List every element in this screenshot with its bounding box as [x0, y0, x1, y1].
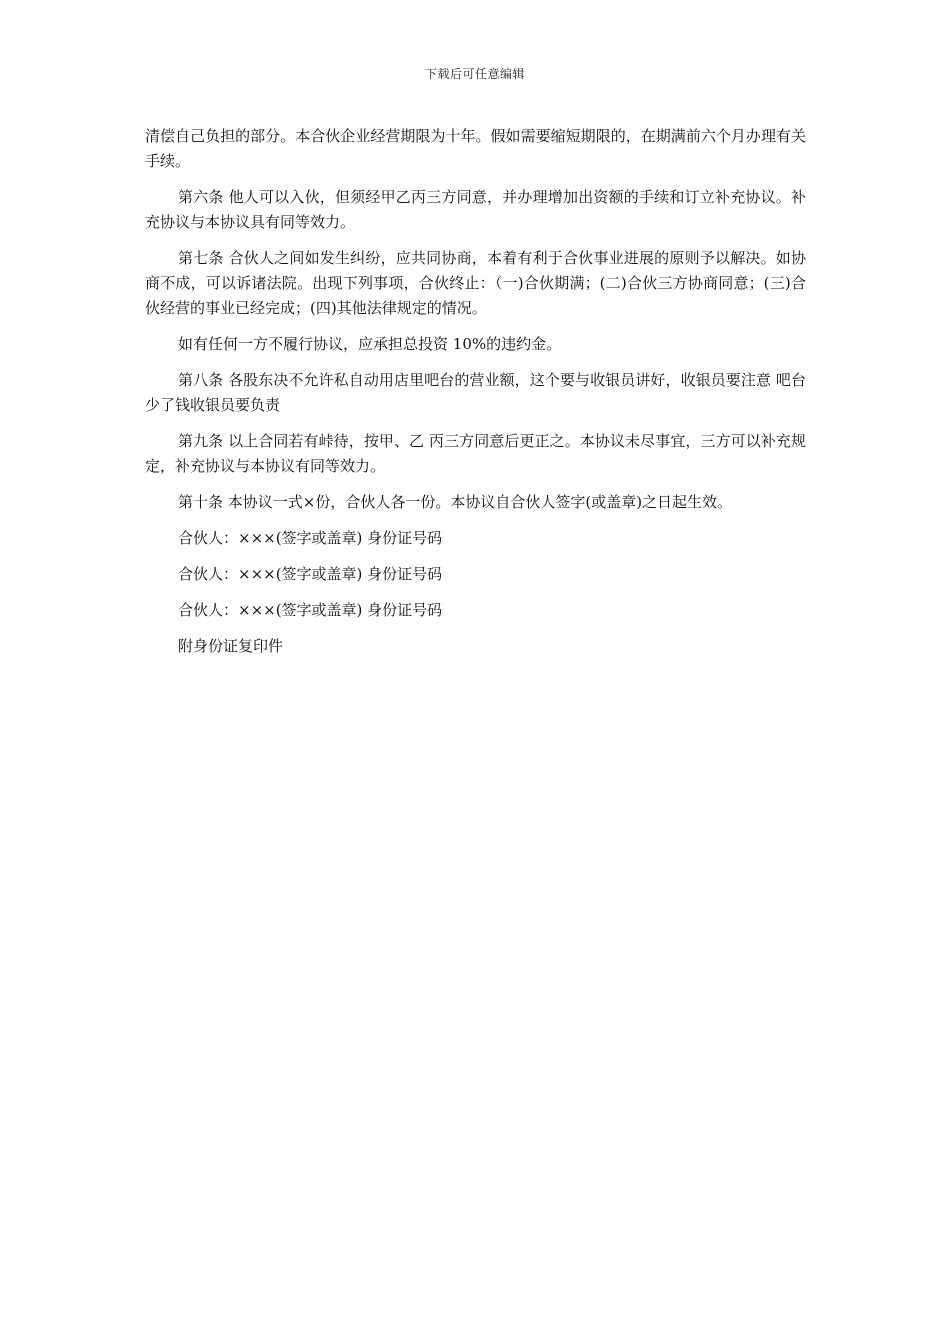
paragraph-article-9: 第九条 以上合同若有峠待，按甲、乙 丙三方同意后更正之。本协议未尽事宜，三方可以补充规定，补充协议与本协议有同等效力。: [145, 432, 806, 475]
paragraph-article-6: 第六条 他人可以入伙，但须经甲乙丙三方同意，并办理增加出资额的手续和订立补充协议。补充协议与本协议具有同等效力。: [145, 188, 806, 231]
attachment-note: 附身份证复印件: [178, 637, 284, 655]
document-body: [145, 124, 806, 670]
paragraph-continuation: 清偿自己负担的部分。本合伙企业经营期限为十年。假如需要缩短期限的，在期满前六个月办理有关手续。: [145, 127, 806, 170]
paragraph-article-10: 第十条 本协议一式×份，合伙人各一份。本协议自合伙人签字(或盖章)之日起生效。: [178, 493, 733, 511]
paragraph-article-7: 第七条 合伙人之间如发生纠纷，应共同协商，本着有利于合伙事业进展的原则予以解决。如协商不成，可以诉诸法院。出现下列事项，合伙终止：（一)合伙期满；(二)合伙三方协商同意；(三)合伙经营的事业已经完成；(四)其他法律规定的情况。: [145, 249, 806, 317]
partner-signature-line-2: 合伙人：×××(签字或盖章) 身份证号码: [178, 565, 443, 583]
paragraph-penalty: 如有任何一方不履行协议，应承担总投资 10%的违约金。: [178, 335, 562, 353]
page-header-note: 下载后可任意编辑: [424, 67, 525, 81]
partner-signature-line-1: 合伙人：×××(签字或盖章) 身份证号码: [178, 529, 443, 547]
partner-signature-line-3: 合伙人：×××(签字或盖章) 身份证号码: [178, 601, 443, 619]
paragraph-article-8: 第八条 各股东决不允许私自动用店里吧台的营业额，这个要与收银员讲好，收银员要注意 吧台少了钱收银员要负责: [145, 371, 806, 414]
